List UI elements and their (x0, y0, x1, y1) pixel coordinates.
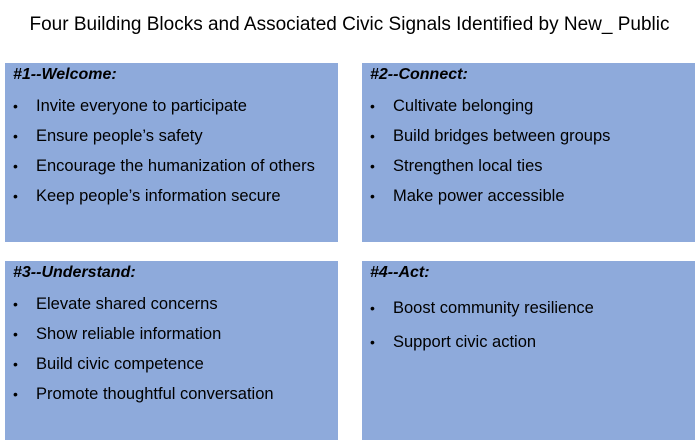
list-item (13, 186, 315, 206)
block-connect (362, 63, 695, 242)
signal-list (13, 96, 315, 216)
signal-text: Show reliable information (36, 325, 222, 343)
list-item (370, 96, 610, 116)
list-item (13, 156, 315, 176)
list-item (13, 324, 274, 344)
diagram-title: Four Building Blocks and Associated Civic Signals Identified by New_ Public (29, 14, 670, 35)
signal-text: Build civic competence (36, 355, 204, 373)
signal-list (370, 96, 610, 216)
bullet-icon: • (13, 128, 18, 144)
signal-text: Elevate shared concerns (36, 295, 218, 313)
signal-text: Strengthen local ties (393, 157, 543, 175)
signal-text: Boost community resilience (393, 299, 594, 317)
list-item (13, 294, 274, 314)
bullet-icon: • (370, 300, 375, 316)
list-item (13, 126, 315, 146)
bullet-icon: • (370, 158, 375, 174)
signal-text: Promote thoughtful conversation (36, 385, 274, 403)
block-heading: #1--Welcome: (13, 66, 117, 83)
bullet-icon: • (13, 356, 18, 372)
bullet-icon: • (370, 188, 375, 204)
block-heading: #2--Connect: (370, 66, 468, 83)
bullet-icon: • (13, 158, 18, 174)
bullet-icon: • (370, 98, 375, 114)
list-item (13, 354, 274, 374)
signal-text: Encourage the humanization of others (36, 157, 315, 175)
signal-text: Build bridges between groups (393, 127, 611, 145)
bullet-icon: • (13, 98, 18, 114)
signal-text: Keep people’s information secure (36, 187, 281, 205)
bullet-icon: • (13, 326, 18, 342)
bullet-icon: • (13, 188, 18, 204)
signal-text: Make power accessible (393, 187, 565, 205)
bullet-icon: • (13, 296, 18, 312)
block-heading: #3--Understand: (13, 264, 136, 281)
signal-text: Invite everyone to participate (36, 97, 247, 115)
bullet-icon: • (13, 386, 18, 402)
list-item (370, 186, 610, 206)
signal-text: Support civic action (393, 333, 537, 351)
signal-text: Cultivate belonging (393, 97, 534, 115)
signal-list (370, 298, 594, 366)
bullet-icon: • (370, 128, 375, 144)
block-welcome (5, 63, 338, 242)
block-understand (5, 261, 338, 440)
block-act (362, 261, 695, 440)
list-item (370, 332, 594, 352)
list-item (13, 96, 315, 116)
list-item (13, 384, 274, 404)
signal-text: Ensure people’s safety (36, 127, 203, 145)
list-item (370, 156, 610, 176)
block-heading: #4--Act: (370, 264, 430, 281)
list-item (370, 298, 594, 318)
signal-list (13, 294, 274, 414)
list-item (370, 126, 610, 146)
bullet-icon: • (370, 334, 375, 350)
